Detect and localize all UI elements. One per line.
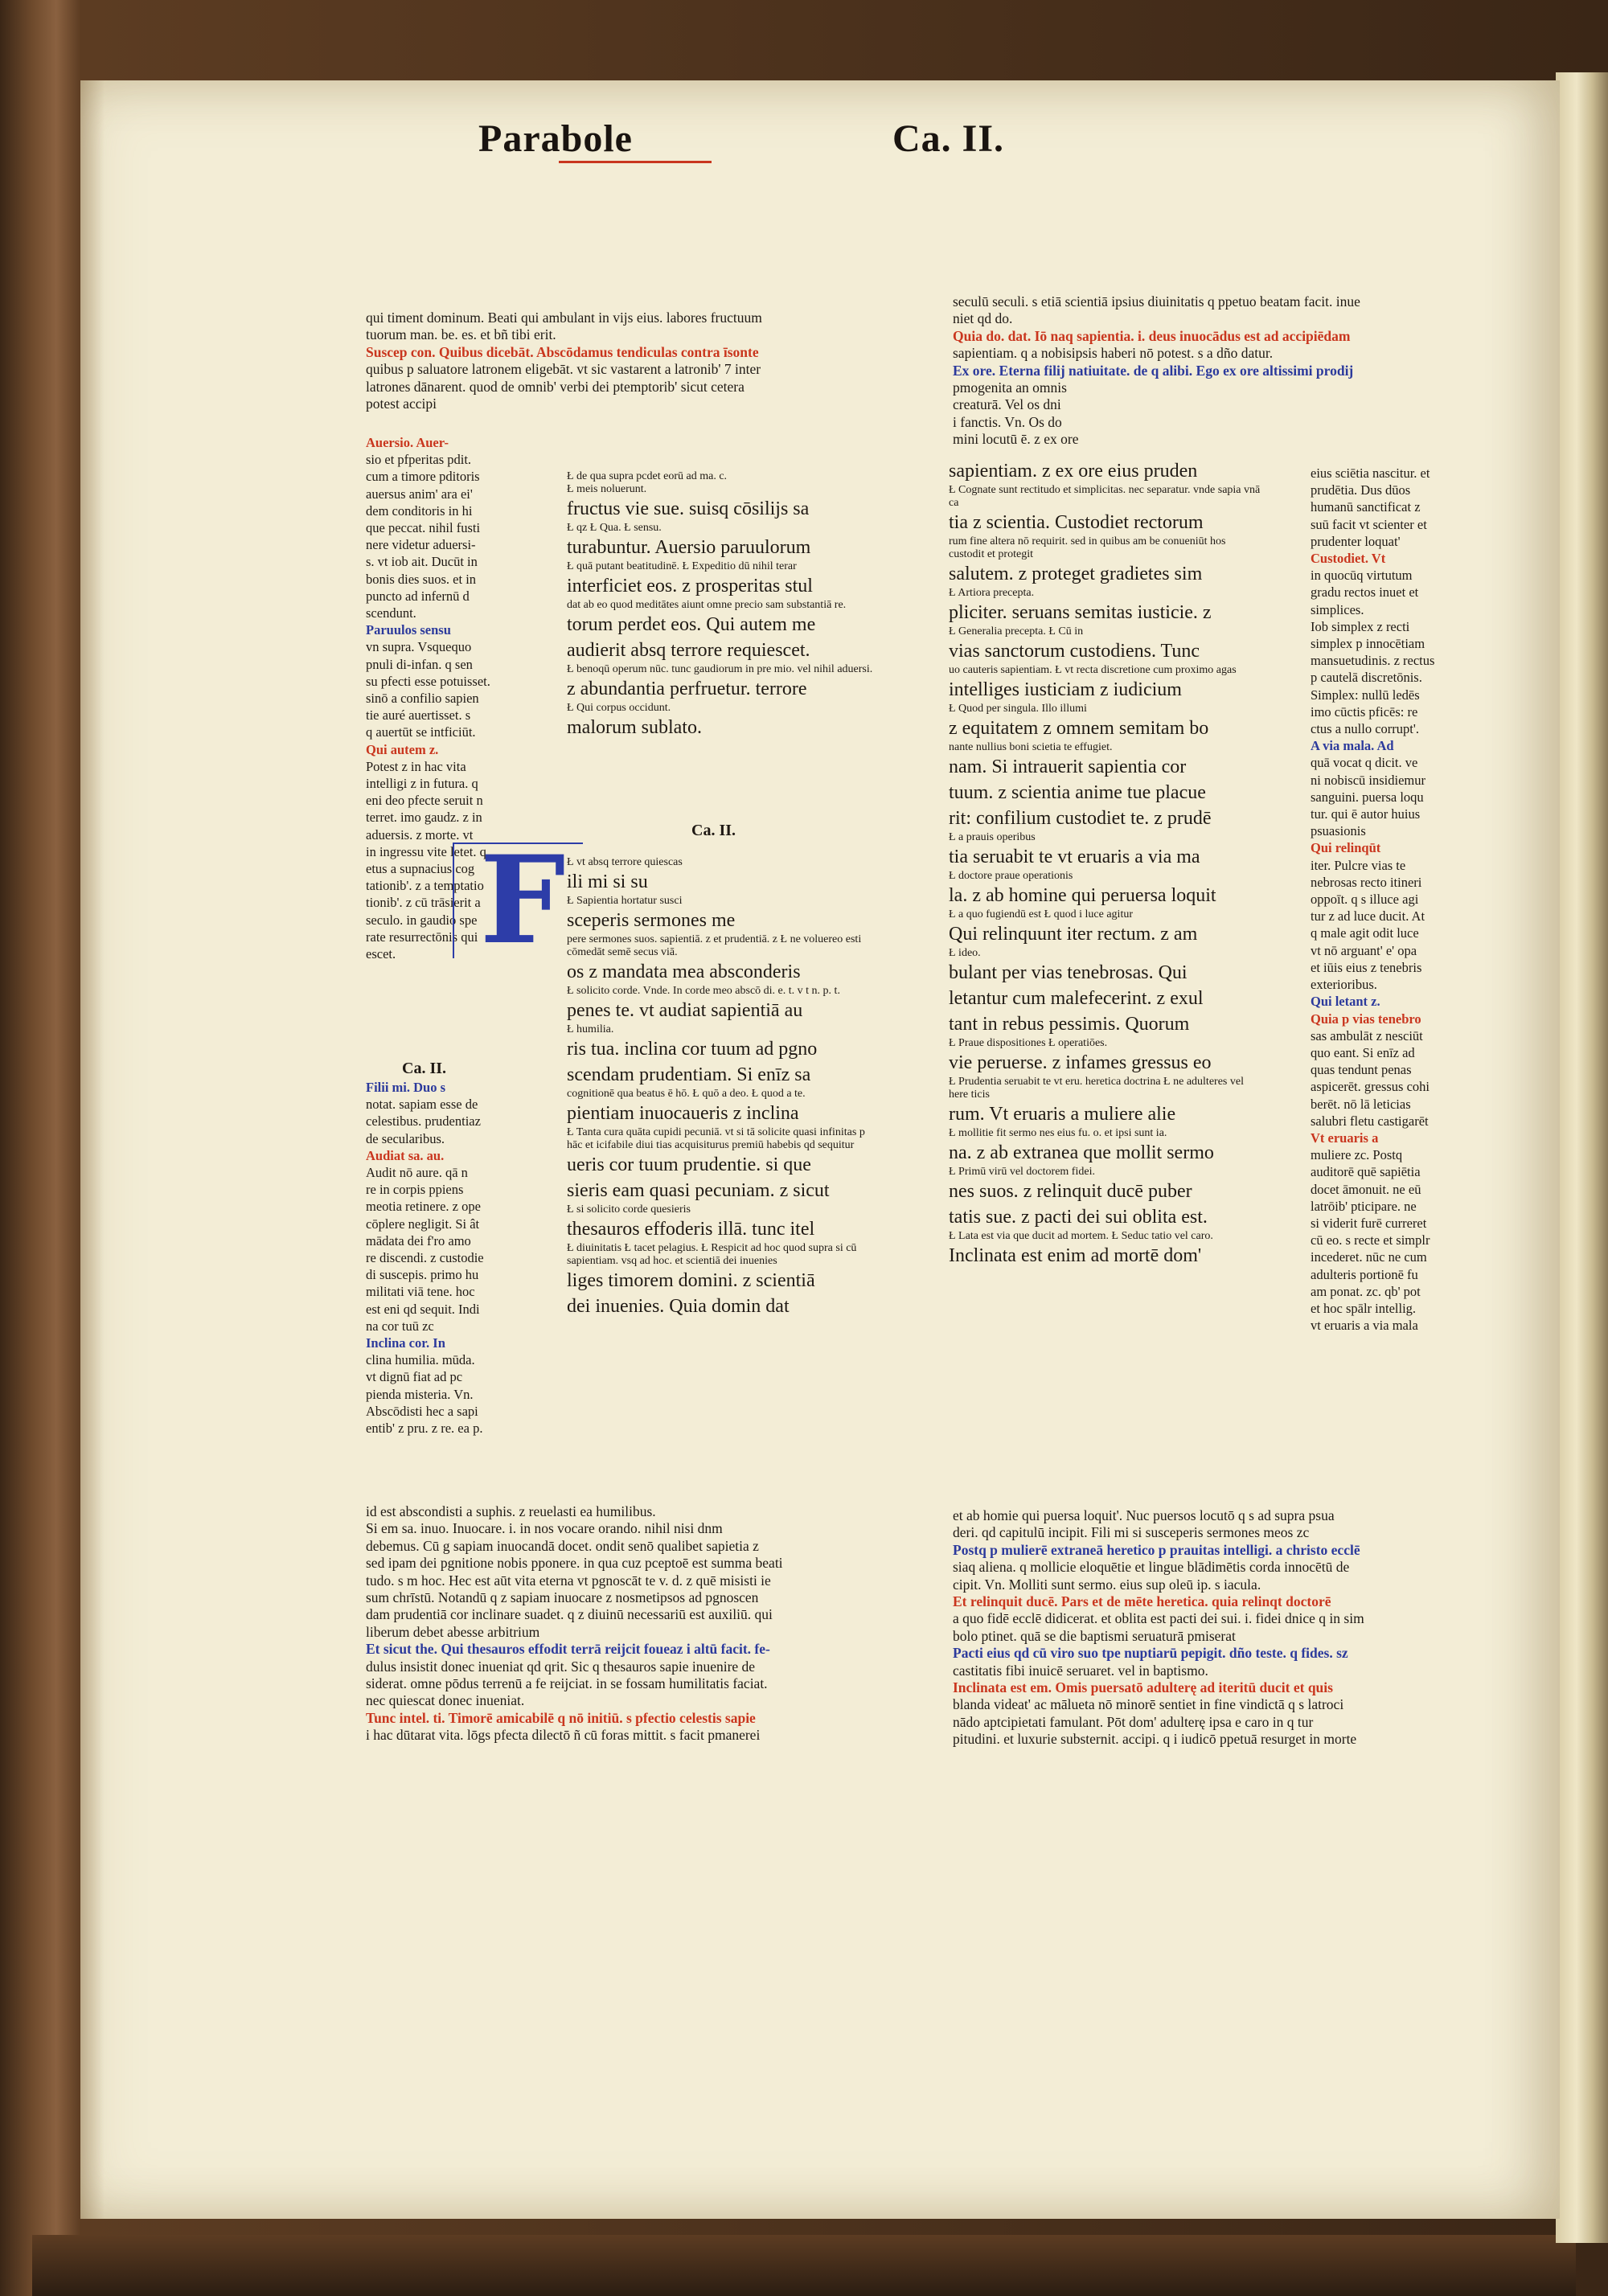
gloss-line: Et relinquit ducē. Pars et de mēte heretica. quia relinqt doctorē	[953, 1593, 1331, 1610]
rubric-underline-left	[559, 161, 712, 163]
text-line: z equitatem z omnem semitam bo	[949, 718, 1209, 739]
gloss-line: q male agit odit luce	[1311, 925, 1419, 941]
text-line: rum. Vt eruaris a muliere alie	[949, 1104, 1176, 1125]
interlinear-gloss: Ł mollitie fit sermo nes eius fu. o. et ipsi sunt ia.	[949, 1127, 1167, 1139]
text-line: penes te. vt audiat sapientiā au	[567, 1000, 803, 1021]
gloss-line: mansuetudinis. z rectus	[1311, 653, 1435, 669]
facing-page-edge	[1556, 72, 1608, 2243]
gloss-line: niet qd do.	[953, 310, 1013, 327]
gloss-line: nebrosas recto itineri	[1311, 874, 1422, 890]
gloss-line: dem conditoris in hi	[366, 502, 473, 519]
text-line: salutem. z proteget gradietes sim	[949, 564, 1203, 584]
gloss-line: Qui letant z.	[1311, 994, 1380, 1010]
running-head-right: Ca. II.	[892, 117, 1005, 160]
interlinear-gloss: Ł Prudentia seruabit te vt eru. heretica doctrina Ł ne adulteres vel here ticis	[949, 1076, 1244, 1101]
text-line: turabuntur. Auersio paruulorum	[567, 537, 811, 558]
gloss-line: castitatis fibi inuicē seruaret. vel in baptismo.	[953, 1662, 1208, 1679]
text-line: malorum sublato.	[567, 717, 702, 738]
gloss-line: dulus insistit donec inueniat qd qrit. Sic q thesauros sapie inuenire de	[366, 1658, 756, 1675]
gloss-line: puncto ad infernū d	[366, 588, 470, 604]
gloss-line: rate resurrectōnis qui	[366, 929, 478, 945]
gloss-line: Qui relinqūt	[1311, 840, 1381, 856]
gloss-line: quibus p saluatore latronem eligebāt. vt sic vastarent a latronib' 7 inter	[366, 361, 761, 378]
text-line: intelliges iusticiam z iudicium	[949, 679, 1182, 700]
gloss-line: a quo fidē ecclē didicerat. et oblita est pacti dei sui. i. fidei dnice q in sim	[953, 1610, 1364, 1627]
gloss-line: psuasionis	[1311, 823, 1366, 839]
gloss-line: et iūis eius z tenebris	[1311, 959, 1422, 975]
interlinear-gloss: Ł qz Ł Qua. Ł sensu.	[567, 522, 662, 534]
gloss-line: Paruulos sensu	[366, 622, 451, 638]
gloss-line: cipit. Vn. Molliti sunt sermo. eius sup oleū ip. s iacula.	[953, 1576, 1261, 1593]
gloss-line: potest accipi	[366, 396, 437, 412]
gloss-line: tur. qui ē autor huius	[1311, 806, 1421, 822]
main-text-right	[949, 458, 1262, 1269]
interlinear-gloss: pere sermones suos. sapientiā. z et prudentiā. z Ł ne voluereo esti cōmedāt semē secus viā.	[567, 933, 862, 958]
gloss-line: Potest z in hac vita	[366, 758, 466, 774]
main-text-center-2	[567, 856, 880, 1319]
gloss-line: re in corpis ppiens	[366, 1182, 464, 1198]
gloss-line: siderat. omne pōdus terrenū a fe reijciat. in se fossam humilitatis faciat.	[366, 1675, 768, 1692]
gloss-line: auersus anim' ara ei'	[366, 486, 473, 502]
gloss-line: Quia p vias tenebro	[1311, 1011, 1421, 1027]
gloss-line: Auersio. Auer-	[366, 435, 449, 450]
gloss-line: mini locutū ē. z ex ore	[953, 431, 1079, 448]
text-line: pientiam inuocaueris z inclina	[567, 1103, 799, 1124]
text-line: rit: confilium custodiet te. z prudē	[949, 808, 1212, 829]
main-text-center	[567, 470, 880, 740]
text-line: sieris eam quasi pecuniam. z sicut	[567, 1180, 830, 1201]
interlinear-gloss: Ł ideo.	[949, 947, 981, 959]
gloss-line: et ab homie qui puersa loquit'. Nuc puersos locutō q s ad supra psua	[953, 1507, 1335, 1523]
text-line: ili mi si su	[567, 871, 648, 892]
gloss-line: bolo ptinet. quā se die baptismi seruaturā pmiserat	[953, 1627, 1236, 1644]
gloss-line: latrones dānarent. quod de omnib' verbi dei ptemptorib' sicut cetera	[366, 378, 745, 395]
gloss-line: Postq p mulierē extraneā heretico p prauitas intelligi. a christo ecclē	[953, 1541, 1360, 1558]
gloss-line: etus a supnacius cog	[366, 861, 475, 877]
gloss-line: gradu rectos inuet et	[1311, 584, 1419, 601]
interlinear-gloss: Ł a quo fugiendū est Ł quod i luce agitur	[949, 908, 1133, 920]
gloss-line: sinō a confilio sapien	[366, 691, 479, 707]
chapter-label-left: Ca. II.	[402, 1060, 447, 1077]
gloss-line: exterioribus.	[1311, 977, 1377, 993]
interlinear-gloss: Ł solicito corde. Vnde. In corde meo abscō di. e. t. v t n. p. t.	[567, 985, 840, 997]
gloss-line: Suscep con. Quibus dicebāt. Abscōdamus tendiculas contra īsonte	[366, 343, 759, 360]
gloss-line: que peccat. nihil fusti	[366, 520, 481, 536]
interlinear-gloss: Ł Quod per singula. Illo illumi	[949, 703, 1087, 715]
gloss-line: Pacti eius qd cū viro suo tpe nuptiarū pepigit. dño teste. q fides. sz	[953, 1645, 1348, 1662]
gloss-line: deri. qd capitulū incipit. Fili mi si susceperis sermones meos zc	[953, 1524, 1310, 1541]
text-line: Qui relinquunt iter rectum. z am	[949, 924, 1198, 945]
gloss-line: latrōib' pticipare. ne	[1311, 1198, 1417, 1214]
text-line: liges timorem domini. z scientiā	[567, 1270, 815, 1291]
gloss-line: Tunc intel. ti. Timorē amicabilē q nō initiū. s pfectio celestis sapie	[366, 1709, 756, 1726]
gloss-line: pienda misteria. Vn.	[366, 1386, 474, 1402]
gloss-line: Qui autem z.	[366, 741, 439, 757]
gloss-line: Custodiet. Vt	[1311, 551, 1386, 567]
gloss-line: iter. Pulcre vias te	[1311, 857, 1406, 873]
gloss-line: scendunt.	[366, 605, 416, 621]
text-line: audierit absq terrore requiescet.	[567, 640, 810, 661]
text-line: tia z scientia. Custodiet rectorum	[949, 512, 1204, 533]
gloss-left-top	[366, 310, 880, 412]
gloss-line: humanū sanctificat z	[1311, 499, 1421, 515]
gloss-line: Quia do. dat. Iō naq sapientia. i. deus inuocādus est ad accipiēdam	[953, 327, 1351, 344]
gloss-line: s. vt iob ait. Ducūt in	[366, 554, 478, 570]
gloss-line: Et sicut the. Qui thesauros effodit terrā reijcit foueaz i altū facit. fe-	[366, 1641, 770, 1658]
gloss-line: i hac dūtarat vita. lōgs pfecta dilectō ñ cū foras mittit. s facit pmanerei	[366, 1727, 761, 1744]
text-line: tuum. z scientia anime tue placue	[949, 782, 1206, 803]
book-cover-bottom-edge	[32, 2235, 1576, 2296]
gloss-line: Simplex: nullū ledēs	[1311, 687, 1420, 703]
gloss-line: nādo aptcipietati famulant. Pōt dom' adulterę ipsa e caro in q tur	[953, 1713, 1314, 1730]
gloss-line: et hoc spālr intellig.	[1311, 1300, 1417, 1316]
text-line: os z mandata mea absconderis	[567, 961, 801, 982]
gloss-line: su pfecti esse potuisset.	[366, 673, 490, 689]
gloss-line: Vt eruaris a	[1311, 1130, 1379, 1146]
interlinear-gloss: Ł quā putant beatitudinē. Ł Expeditio dū nihil terar	[567, 560, 797, 572]
interlinear-gloss: Ł Cognate sunt rectitudo et simplicitas. nec separatur. vnde sapia vnā ca	[949, 484, 1261, 509]
gloss-line: suū facit vt scienter et	[1311, 516, 1427, 532]
gloss-line: sed ipam dei pgnitione nobis pponere. in qua cuz pceptoē est summa beati	[366, 1555, 783, 1572]
gloss-line: militati viā tene. hoc	[366, 1284, 475, 1300]
interlinear-gloss: Ł doctore praue operationis	[949, 870, 1073, 882]
text-line: tia seruabit te vt eruaris a via ma	[949, 847, 1200, 867]
interlinear-gloss: Ł Tanta cura quāta cupidi pecuniā. vt si tā solicite quasi infinitas p hāc et icifabile diui tias acquisiturus premiū habebis qd sequitur	[567, 1126, 865, 1151]
gloss-line: sas ambulāt z nesciūt	[1311, 1027, 1423, 1043]
text-line: vie peruerse. z infames gressus eo	[949, 1052, 1212, 1073]
gloss-line: simplices.	[1311, 601, 1364, 617]
gloss-line: blanda videat' ac mālueta nō minorē sentiet in fine vindictā q s latroci	[953, 1696, 1344, 1713]
text-line: nes suos. z relinquit ducē puber	[949, 1181, 1192, 1202]
text-line: fructus vie sue. suisq cōsilijs sa	[567, 498, 810, 519]
gloss-line: Inclina cor. In	[366, 1335, 445, 1351]
text-line: la. z ab homine qui peruersa loquit	[949, 885, 1216, 906]
gloss-line: i fanctis. Vn. Os do	[953, 413, 1062, 430]
gloss-line: dam prudentiā cor inclinare suadet. q z diuinū necessariū est auxiliū. qui	[366, 1606, 773, 1623]
text-line: vias sanctorum custodiens. Tunc	[949, 641, 1200, 662]
gloss-line: re discendi. z custodie	[366, 1250, 484, 1266]
interlinear-gloss: Ł Artiora precepta.	[949, 587, 1035, 599]
gloss-line: quo eant. Si enīz ad	[1311, 1044, 1415, 1060]
text-line: interficiet eos. z prosperitas stul	[567, 576, 813, 597]
gloss-line: na cor tuū zc	[366, 1318, 434, 1334]
gloss-line: vt nō arguant' e' opa	[1311, 942, 1417, 958]
interlinear-gloss: Ł Primū virū vel doctorem fidei.	[949, 1166, 1095, 1178]
gloss-line: simplex p innocētiam	[1311, 636, 1425, 652]
text-line: ueris cor tuum prudentie. si que	[567, 1154, 811, 1175]
text-line: z abundantia perfruetur. terrore	[567, 679, 807, 699]
gloss-line: debemus. Cū g sapiam inuocandā docet. ondit senō qualibet sapietia z	[366, 1537, 759, 1554]
gloss-line: tudo. s m hoc. Hec est aūt vita eterna vt pgnoscāt te v. d. z quē misisti ie	[366, 1572, 771, 1589]
gloss-line: creaturā. Vel os dni	[953, 396, 1061, 413]
text-line: sapientiam. z ex ore eius pruden	[949, 461, 1198, 482]
gloss-line: pmogenita an omnis	[953, 379, 1067, 396]
gloss-line: aspicerēt. gressus cohi	[1311, 1079, 1430, 1095]
gloss-line: nere videtur aduersi-	[366, 537, 476, 553]
gloss-line: Filii mi. Duo s	[366, 1080, 446, 1095]
gloss-line: in ingressu vite letet. q	[366, 843, 486, 859]
interlinear-gloss: Ł meis noluerunt.	[567, 483, 647, 495]
gloss-line: pnuli di-infan. q sen	[366, 656, 473, 672]
text-line: letantur cum malefecerint. z exul	[949, 988, 1204, 1009]
gloss-line: tur z ad luce ducit. At	[1311, 908, 1425, 925]
text-line: torum perdet eos. Qui autem me	[567, 614, 816, 635]
gloss-line: terret. imo gaudz. z in	[366, 810, 482, 826]
gloss-left-narrow-2	[366, 1079, 523, 1437]
gloss-line: am ponat. zc. qb' pot	[1311, 1283, 1421, 1299]
gloss-line: di suscepis. primo hu	[366, 1267, 479, 1283]
gloss-line: in quocūq virtutum	[1311, 568, 1413, 584]
text-line: dei inuenies. Quia domin dat	[567, 1296, 790, 1317]
gloss-line: escet.	[366, 946, 396, 962]
gloss-line: cōplere negligit. Si ât	[366, 1216, 480, 1232]
interlinear-gloss: Ł a prauis operibus	[949, 831, 1036, 843]
text-line: tatis sue. z pacti dei sui oblita est.	[949, 1207, 1208, 1228]
gloss-line: Audiat sa. au.	[366, 1147, 445, 1163]
interlinear-gloss: Ł Qui corpus occidunt.	[567, 702, 671, 714]
gloss-line: seculū seculi. s etiā scientiā ipsius diuinitatis q ppetuo beatam facit. inue	[953, 293, 1360, 310]
gloss-line: muliere zc. Postq	[1311, 1147, 1403, 1163]
text-line: bulant per vias tenebrosas. Qui	[949, 962, 1188, 983]
interlinear-gloss: uo cauteris sapientiam. Ł vt recta discretione cum proximo agas	[949, 664, 1237, 676]
interlinear-gloss: Ł si solicito corde quesieris	[567, 1203, 691, 1216]
text-line: scendam prudentiam. Si enīz sa	[567, 1064, 811, 1085]
gloss-line: tationib'. z a temptatio	[366, 878, 484, 894]
gloss-line: cū eo. s recte et simplr	[1311, 1232, 1430, 1248]
text-line: Inclinata est enim ad mortē dom'	[949, 1245, 1202, 1266]
gloss-line: de secularibus.	[366, 1130, 445, 1146]
gloss-line: p cautelā discretōnis.	[1311, 670, 1422, 686]
text-line: pliciter. seruans semitas iusticie. z	[949, 602, 1212, 623]
interlinear-gloss: dat ab eo quod meditātes aiunt omne precio sam substantiā re.	[567, 599, 847, 611]
gloss-line: entib' z pru. z re. ea p.	[366, 1421, 483, 1437]
gloss-line: ctus a nullo corrupt'.	[1311, 721, 1419, 737]
gloss-line: tionib'. z cū trāsierit a	[366, 895, 481, 911]
gloss-line: sum chrīstū. Notandū q z sapiam inuocare z nosmetipsos ad pgnoscen	[366, 1589, 759, 1606]
text-line: thesauros effoderis illā. tunc itel	[567, 1219, 815, 1240]
gloss-line: tuorum man. be. es. et bñ tibi erit.	[366, 326, 556, 343]
gloss-line: A via mala. Ad	[1311, 738, 1394, 754]
gloss-line: pitudini. et luxurie substernit. accipi. q i iudicō ppetuā resurget in morte	[953, 1731, 1357, 1748]
interlinear-gloss: Ł Praue dispositiones Ł operatiōes.	[949, 1037, 1108, 1049]
gloss-line: aduersis. z morte. vt	[366, 826, 474, 843]
gloss-line: celestibus. prudentiaz	[366, 1113, 481, 1130]
interlinear-gloss: Ł de qua supra pcdet eorū ad ma. c.	[567, 470, 728, 482]
gloss-left-bottom	[366, 1503, 880, 1745]
interlinear-gloss: cognitionē qua beatus ē hō. Ł quō a deo. Ł quod a te.	[567, 1088, 806, 1100]
gloss-right-top	[953, 293, 1467, 449]
text-line: nam. Si intrauerit sapientia cor	[949, 756, 1187, 777]
gloss-line: sio et pfperitas pdit.	[366, 452, 472, 468]
gloss-line: adulteris portionē fu	[1311, 1266, 1418, 1282]
gloss-line: vn supra. Vsquequo	[366, 639, 472, 655]
text-line: ris tua. inclina cor tuum ad pgno	[567, 1039, 818, 1060]
gloss-right-narrow	[1311, 465, 1470, 1334]
running-head-left: Parabole	[478, 117, 633, 160]
gloss-line: sapientiam. q a nobisipsis haberi nō potest. s a dño datur.	[953, 345, 1274, 362]
gloss-line: quas tendunt penas	[1311, 1062, 1412, 1078]
gloss-line: docet āmonuit. ne eū	[1311, 1181, 1421, 1197]
gloss-line: Audit nō aure. qā n	[366, 1165, 468, 1181]
gloss-line: seculo. in gaudio spe	[366, 912, 478, 928]
gloss-line: qui timent dominum. Beati qui ambulant in vijs eius. labores fructuum	[366, 310, 762, 326]
gloss-right-bottom	[953, 1507, 1467, 1749]
gloss-line: liberum debet abesse arbitrium	[366, 1623, 540, 1640]
gloss-line: auditorē quē sapiētia	[1311, 1164, 1421, 1180]
gloss-line: prudētia. Dus dūos	[1311, 482, 1411, 498]
interlinear-gloss: Ł humilia.	[567, 1023, 614, 1035]
gloss-line: tie auré auertisset. s	[366, 707, 471, 724]
interlinear-gloss: rum fine altera nō requirit. sed in quibus am be conueniūt hos custodit et protegit	[949, 535, 1226, 560]
interlinear-gloss: Ł vt absq terrore quiescas	[567, 856, 683, 868]
gloss-line: ni nobiscū insidiemur	[1311, 772, 1425, 788]
gloss-line: intelligi z in futura. q	[366, 776, 478, 792]
gloss-line: oppoīt. q s illuce agi	[1311, 892, 1419, 908]
gloss-line: nec quiescat donec inueniat.	[366, 1692, 525, 1709]
interlinear-gloss: nante nullius boni scietia te effugiet.	[949, 741, 1113, 753]
interlinear-gloss: Ł benoqū operum nūc. tunc gaudiorum in pre mio. vel nihil aduersi.	[567, 663, 873, 675]
gloss-line: imo cūctis pficēs: re	[1311, 703, 1418, 720]
gloss-line: Abscōdisti hec a sapi	[366, 1403, 478, 1419]
gloss-line: quā vocat q dicit. ve	[1311, 755, 1418, 771]
gloss-line: Ex ore. Eterna filij natiuitate. de q alibi. Ego ex ore altissimi prodij	[953, 362, 1354, 379]
gloss-line: clina humilia. mūda.	[366, 1352, 475, 1368]
gloss-line: q auertūt se intficiūt.	[366, 724, 476, 740]
gloss-line: id est abscondisti a suphis. z reuelasti ea humilibus.	[366, 1503, 656, 1519]
gloss-line: eius sciētia nascitur. et	[1311, 465, 1430, 481]
gloss-line: eni deo pfecte seruit n	[366, 793, 483, 809]
interlinear-gloss: Ł Sapientia hortatur susci	[567, 895, 683, 907]
gloss-line: cum a timore pditoris	[366, 469, 480, 485]
gloss-line: Inclinata est em. Omis puersatō adulterę ad iteritū ducit et quis	[953, 1679, 1333, 1696]
gloss-line: sanguini. puersa loqu	[1311, 789, 1424, 805]
interlinear-gloss: Ł Lata est via que ducit ad mortem. Ł Seduc tatio vel caro.	[949, 1230, 1213, 1242]
gloss-line: prudenter loquat'	[1311, 533, 1401, 549]
gloss-line: mādata dei f'ro amo	[366, 1232, 471, 1248]
gloss-line: incederet. nūc ne cum	[1311, 1249, 1427, 1265]
gloss-line: vt eruaris a via mala	[1311, 1318, 1418, 1334]
interlinear-gloss: Ł diuinitatis Ł tacet pelagius. Ł Respicit ad hoc quod supra si cū sapientiam. vsq ad hoc. et scientiā dei inuenies	[567, 1242, 857, 1267]
gloss-line: siaq aliena. q mollicie eloquētie et lingue blādimētis corda innocētū de	[953, 1559, 1350, 1576]
text-line: tant in rebus pessimis. Quorum	[949, 1014, 1190, 1035]
gloss-line: Si em sa. inuo. Inuocare. i. in nos vocare orando. nihil nisi dnm	[366, 1520, 723, 1537]
gloss-line: vt dignū fiat ad pc	[366, 1369, 463, 1385]
gloss-line: meotia retinere. z ope	[366, 1199, 481, 1215]
gloss-line: notat. sapiam esse de	[366, 1097, 478, 1113]
chapter-label-center: Ca. II.	[691, 822, 736, 839]
gloss-line: Iob simplex z recti	[1311, 618, 1410, 634]
gloss-line: berēt. nō lā leticias	[1311, 1096, 1411, 1112]
text-line: na. z ab extranea que mollit sermo	[949, 1142, 1214, 1163]
decorated-initial-letter: F	[479, 830, 566, 971]
gloss-line: si viderit furē curreret	[1311, 1215, 1427, 1231]
gloss-line: salubri fletu castigarēt	[1311, 1113, 1429, 1129]
gloss-line: est eni qd sequit. Indi	[366, 1301, 480, 1317]
text-line: sceperis sermones me	[567, 910, 736, 931]
gloss-line: bonis dies suos. et in	[366, 571, 477, 587]
interlinear-gloss: Ł Generalia precepta. Ł Cū in	[949, 625, 1084, 638]
